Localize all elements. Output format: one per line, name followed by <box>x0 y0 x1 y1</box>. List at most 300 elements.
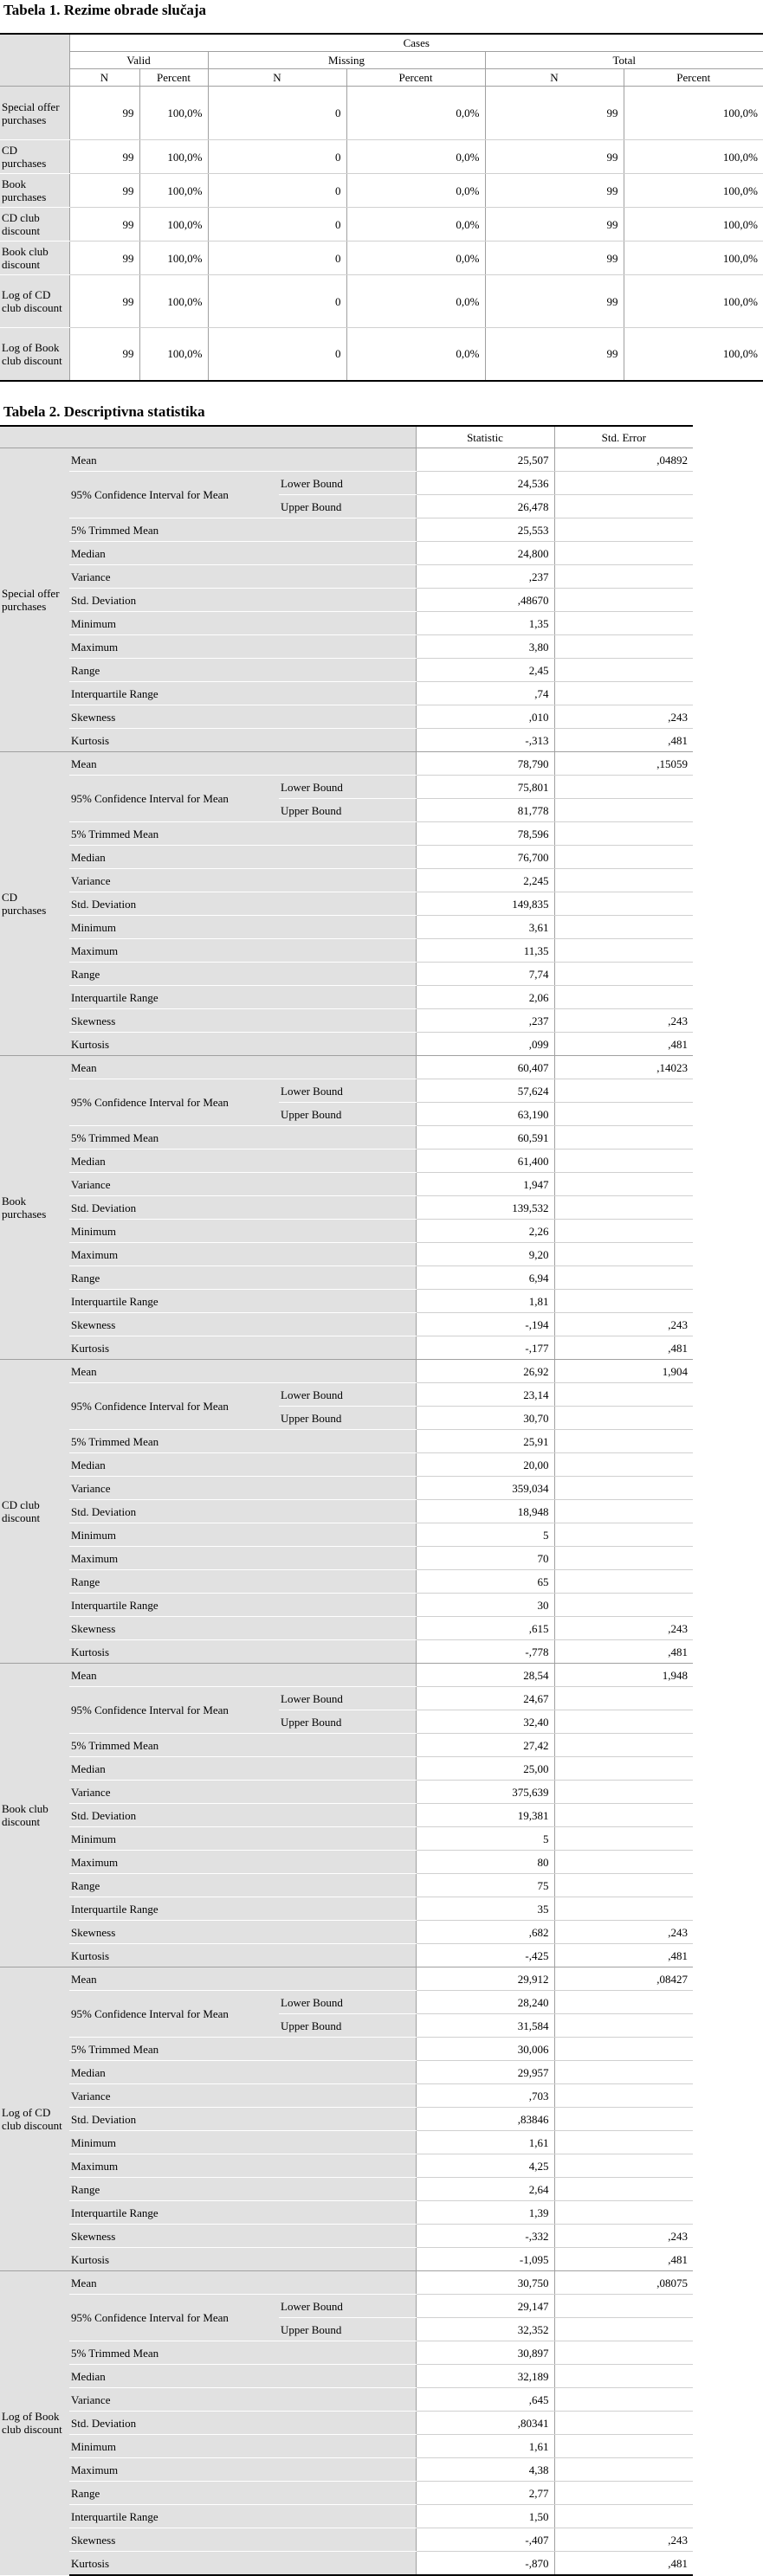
table-row <box>0 2038 693 2061</box>
std-error-cell <box>554 1687 693 1710</box>
std-error-cell <box>554 2038 693 2061</box>
statistic-cell: 19,381 <box>416 1804 554 1827</box>
stat-label: Interquartile Range <box>69 1897 416 1921</box>
stat-label: Interquartile Range <box>69 1594 416 1617</box>
std-error-cell <box>554 1126 693 1150</box>
std-error-cell <box>554 1757 693 1781</box>
statistic-cell: 28,54 <box>416 1664 554 1687</box>
table-row <box>0 2458 693 2482</box>
stat-label: Minimum <box>69 1523 416 1547</box>
table-row <box>0 2131 693 2154</box>
table-row <box>0 1617 693 1640</box>
std-error-cell <box>554 2295 693 2318</box>
table-row <box>0 589 693 612</box>
stat-label: Median <box>69 1757 416 1781</box>
data-cell: 0,0% <box>346 275 485 328</box>
statistic-cell: 31,584 <box>416 2014 554 2038</box>
statistic-cell: 70 <box>416 1547 554 1570</box>
std-error-cell: ,481 <box>554 2552 693 2576</box>
statistic-cell: -,407 <box>416 2528 554 2552</box>
statistic-cell: 65 <box>416 1570 554 1594</box>
std-error-cell <box>554 1196 693 1220</box>
stat-label: Skewness <box>69 2225 416 2248</box>
statistic-cell: 60,407 <box>416 1056 554 1079</box>
row-label: Special offer purchases <box>0 87 69 140</box>
data-cell: 0 <box>208 140 346 174</box>
std-error-cell <box>554 659 693 682</box>
statistic-cell: -,870 <box>416 2552 554 2576</box>
std-error-cell: ,481 <box>554 1336 693 1360</box>
std-error-cell <box>554 2505 693 2528</box>
stat-label: Variance <box>69 1781 416 1804</box>
std-error-cell <box>554 1500 693 1523</box>
table-row <box>0 1126 693 1150</box>
table-row <box>0 1360 693 1383</box>
stat-label: Upper Bound <box>279 1103 416 1126</box>
std-error-cell <box>554 1570 693 1594</box>
statistic-cell: 1,947 <box>416 1173 554 1196</box>
table-row <box>0 2201 693 2225</box>
statistic-cell: 81,778 <box>416 799 554 822</box>
statistic-cell: 375,639 <box>416 1781 554 1804</box>
table-row <box>0 1173 693 1196</box>
stat-label: Variance <box>69 565 416 589</box>
data-cell: 100,0% <box>139 328 208 381</box>
ci-label: 95% Confidence Interval for Mean <box>69 1991 279 2038</box>
table-row <box>0 846 693 869</box>
data-cell: 99 <box>485 87 624 140</box>
std-error-cell <box>554 1523 693 1547</box>
std-error-cell <box>554 2482 693 2505</box>
std-error-cell <box>554 986 693 1009</box>
data-cell: 0 <box>208 242 346 275</box>
data-cell: 99 <box>485 242 624 275</box>
table-row <box>0 2108 693 2131</box>
table1-title: Tabela 1. Rezime obrade slučaja <box>3 2 207 18</box>
std-error-cell <box>554 1594 693 1617</box>
std-error-cell <box>554 1477 693 1500</box>
stat-label: Range <box>69 1874 416 1897</box>
table-row <box>0 140 763 174</box>
table-row <box>0 1944 693 1967</box>
table-row <box>0 1336 693 1360</box>
table-row <box>0 986 693 1009</box>
std-error-cell: ,481 <box>554 2248 693 2271</box>
table-row <box>0 2061 693 2084</box>
stat-label: Lower Bound <box>279 1991 416 2014</box>
statistic-cell: 26,478 <box>416 495 554 518</box>
group-label: Log of CD club discount <box>0 1967 69 2271</box>
row-label: Book club discount <box>0 242 69 275</box>
table-row <box>0 328 763 381</box>
stat-label: Variance <box>69 1173 416 1196</box>
data-cell: 0,0% <box>346 174 485 208</box>
table-row <box>0 682 693 705</box>
header-corner <box>0 426 416 448</box>
stat-label: Upper Bound <box>279 799 416 822</box>
data-cell: 0,0% <box>346 87 485 140</box>
table-row <box>0 1734 693 1757</box>
col-header: N <box>208 69 346 87</box>
std-error-cell <box>554 1150 693 1173</box>
table-row <box>0 2412 693 2435</box>
stat-label: Lower Bound <box>279 1687 416 1710</box>
data-cell: 99 <box>485 208 624 242</box>
std-error-cell <box>554 1243 693 1266</box>
row-label: Book purchases <box>0 174 69 208</box>
stat-label: Minimum <box>69 2435 416 2458</box>
data-cell: 0,0% <box>346 328 485 381</box>
std-error-cell <box>554 589 693 612</box>
std-error-cell <box>554 776 693 799</box>
stat-label: Range <box>69 1570 416 1594</box>
data-cell: 0 <box>208 328 346 381</box>
statistic-cell: 24,67 <box>416 1687 554 1710</box>
table-row <box>0 1500 693 1523</box>
stat-label: Upper Bound <box>279 1710 416 1734</box>
stat-label: Lower Bound <box>279 472 416 495</box>
std-error-cell <box>554 2201 693 2225</box>
row-label: Log of Book club discount <box>0 328 69 381</box>
table-row <box>0 1967 693 1991</box>
data-cell: 99 <box>69 328 139 381</box>
data-cell: 100,0% <box>139 275 208 328</box>
std-error-cell <box>554 1781 693 1804</box>
statistic-cell: 30,897 <box>416 2341 554 2365</box>
statistic-cell: -,194 <box>416 1313 554 1336</box>
stat-label: Lower Bound <box>279 776 416 799</box>
std-error-cell <box>554 1991 693 2014</box>
stat-label: Range <box>69 1266 416 1290</box>
statistic-cell: 6,94 <box>416 1266 554 1290</box>
statistic-cell: 63,190 <box>416 1103 554 1126</box>
statistic-cell: -,332 <box>416 2225 554 2248</box>
data-cell: 100,0% <box>139 87 208 140</box>
table-row <box>0 1079 693 1103</box>
std-error-cell: ,481 <box>554 1033 693 1056</box>
table-row <box>0 1921 693 1944</box>
stat-label: Maximum <box>69 1243 416 1266</box>
std-error-cell <box>554 2178 693 2201</box>
std-error-cell <box>554 799 693 822</box>
statistic-cell: 25,91 <box>416 1430 554 1453</box>
table-row <box>0 916 693 939</box>
std-error-cell: ,243 <box>554 1313 693 1336</box>
std-error-cell <box>554 1851 693 1874</box>
statistic-cell: ,099 <box>416 1033 554 1056</box>
std-error-cell <box>554 682 693 705</box>
table-row <box>0 1757 693 1781</box>
std-error-cell <box>554 2412 693 2435</box>
std-error-cell: ,481 <box>554 1640 693 1664</box>
stat-label: Maximum <box>69 1851 416 1874</box>
table2-title: Tabela 2. Descriptivna statistika <box>3 403 205 420</box>
stat-label: Mean <box>69 1664 416 1687</box>
table-row <box>0 208 763 242</box>
missing-header: Missing <box>208 52 485 69</box>
std-error-cell: ,243 <box>554 2225 693 2248</box>
statistic-cell: -,177 <box>416 1336 554 1360</box>
std-error-cell: 1,904 <box>554 1360 693 1383</box>
table-row <box>0 1781 693 1804</box>
stat-label: Range <box>69 2482 416 2505</box>
stat-label: Kurtosis <box>69 1033 416 1056</box>
std-error-cell: ,243 <box>554 1921 693 1944</box>
stat-label: Std. Deviation <box>69 2412 416 2435</box>
row-label: CD purchases <box>0 140 69 174</box>
std-error-cell: ,15059 <box>554 752 693 776</box>
table-row <box>0 2435 693 2458</box>
data-cell: 100,0% <box>624 208 763 242</box>
data-cell: 100,0% <box>139 140 208 174</box>
statistic-cell: 2,245 <box>416 869 554 892</box>
table-row <box>0 1150 693 1173</box>
std-error-cell: ,481 <box>554 729 693 752</box>
statistic-cell: -,778 <box>416 1640 554 1664</box>
table-row <box>0 1056 693 1079</box>
statistic-cell: 30 <box>416 1594 554 1617</box>
statistic-cell: 61,400 <box>416 1150 554 1173</box>
statistic-cell: -,313 <box>416 729 554 752</box>
std-error-cell <box>554 2318 693 2341</box>
table-row <box>0 1640 693 1664</box>
std-error-cell <box>554 472 693 495</box>
table-row <box>0 518 693 542</box>
data-cell: 99 <box>69 174 139 208</box>
stat-label: Range <box>69 963 416 986</box>
std-error-cell: ,08427 <box>554 1967 693 1991</box>
stat-label: 5% Trimmed Mean <box>69 518 416 542</box>
statistic-cell: 9,20 <box>416 1243 554 1266</box>
table-row <box>0 1383 693 1407</box>
table-row <box>0 1570 693 1594</box>
table-row <box>0 612 693 635</box>
stat-label: Upper Bound <box>279 1407 416 1430</box>
std-error-cell <box>554 2084 693 2108</box>
statistic-cell: 29,912 <box>416 1967 554 1991</box>
std-error-cell <box>554 1897 693 1921</box>
stat-label: 5% Trimmed Mean <box>69 1126 416 1150</box>
statistic-cell: 29,957 <box>416 2061 554 2084</box>
statistic-cell: ,83846 <box>416 2108 554 2131</box>
std-error-cell <box>554 1430 693 1453</box>
table-row <box>0 1453 693 1477</box>
data-cell: 100,0% <box>139 208 208 242</box>
std-error-cell: ,08075 <box>554 2271 693 2295</box>
statistic-cell: 3,80 <box>416 635 554 659</box>
stat-label: Skewness <box>69 1313 416 1336</box>
std-error-cell <box>554 1804 693 1827</box>
table-row <box>0 1851 693 1874</box>
statistic-cell: ,237 <box>416 1009 554 1033</box>
stat-label: Mean <box>69 2271 416 2295</box>
table-row <box>0 2482 693 2505</box>
stat-label: Range <box>69 2178 416 2201</box>
data-cell: 100,0% <box>624 275 763 328</box>
statistic-cell: 20,00 <box>416 1453 554 1477</box>
table-row <box>0 963 693 986</box>
stat-label: Median <box>69 1150 416 1173</box>
table-row <box>0 2248 693 2271</box>
col-header: N <box>485 69 624 87</box>
cases-header: Cases <box>69 34 763 52</box>
data-cell: 0,0% <box>346 140 485 174</box>
statistic-cell: 75 <box>416 1874 554 1897</box>
statistic-cell: 1,50 <box>416 2505 554 2528</box>
stat-label: Interquartile Range <box>69 682 416 705</box>
data-cell: 99 <box>485 328 624 381</box>
stat-label: Minimum <box>69 916 416 939</box>
statistic-cell: 18,948 <box>416 1500 554 1523</box>
stat-label: Upper Bound <box>279 2014 416 2038</box>
statistic-cell: -,425 <box>416 1944 554 1967</box>
std-error-cell: ,14023 <box>554 1056 693 1079</box>
col-header: N <box>69 69 139 87</box>
col-header-statistic: Statistic <box>416 426 554 448</box>
std-error-cell <box>554 2108 693 2131</box>
std-error-cell: ,243 <box>554 1009 693 1033</box>
data-cell: 0,0% <box>346 208 485 242</box>
statistic-cell: 2,45 <box>416 659 554 682</box>
statistic-cell: 2,06 <box>416 986 554 1009</box>
statistic-cell: -1,095 <box>416 2248 554 2271</box>
statistic-cell: 30,006 <box>416 2038 554 2061</box>
statistic-cell: 78,790 <box>416 752 554 776</box>
table-row <box>0 1290 693 1313</box>
std-error-cell <box>554 1827 693 1851</box>
std-error-cell <box>554 1407 693 1430</box>
statistic-cell: 359,034 <box>416 1477 554 1500</box>
data-cell: 99 <box>69 242 139 275</box>
stat-label: Minimum <box>69 612 416 635</box>
ci-label: 95% Confidence Interval for Mean <box>69 776 279 822</box>
std-error-cell <box>554 1453 693 1477</box>
table-row <box>0 542 693 565</box>
statistic-cell: ,237 <box>416 565 554 589</box>
table-row <box>0 448 693 472</box>
table-row <box>0 659 693 682</box>
stat-label: Mean <box>69 1967 416 1991</box>
stat-label: Skewness <box>69 2528 416 2552</box>
statistic-cell: 57,624 <box>416 1079 554 1103</box>
statistic-cell: 24,536 <box>416 472 554 495</box>
std-error-cell <box>554 2154 693 2178</box>
statistic-cell: 2,64 <box>416 2178 554 2201</box>
table-row <box>0 635 693 659</box>
data-cell: 99 <box>69 208 139 242</box>
std-error-cell <box>554 869 693 892</box>
statistic-cell: 29,147 <box>416 2295 554 2318</box>
statistic-cell: 1,61 <box>416 2131 554 2154</box>
statistic-cell: 32,40 <box>416 1710 554 1734</box>
statistic-cell: 26,92 <box>416 1360 554 1383</box>
data-cell: 99 <box>485 140 624 174</box>
std-error-cell <box>554 565 693 589</box>
header-corner <box>0 34 69 87</box>
table-row <box>0 1897 693 1921</box>
data-cell: 99 <box>69 275 139 328</box>
col-header-std-error: Std. Error <box>554 426 693 448</box>
statistic-cell: 1,39 <box>416 2201 554 2225</box>
stat-label: Median <box>69 542 416 565</box>
statistic-cell: 30,70 <box>416 1407 554 1430</box>
stat-label: Variance <box>69 1477 416 1500</box>
std-error-cell <box>554 2365 693 2388</box>
stat-label: Skewness <box>69 1009 416 1033</box>
std-error-cell <box>554 822 693 846</box>
std-error-cell <box>554 612 693 635</box>
table-row <box>0 752 693 776</box>
table-row <box>0 1594 693 1617</box>
stat-label: 5% Trimmed Mean <box>69 2341 416 2365</box>
std-error-cell <box>554 939 693 963</box>
stat-label: Maximum <box>69 2154 416 2178</box>
table-row <box>0 2225 693 2248</box>
std-error-cell <box>554 963 693 986</box>
statistic-cell: 1,81 <box>416 1290 554 1313</box>
stat-label: Median <box>69 2061 416 2084</box>
stat-label: Variance <box>69 869 416 892</box>
stat-label: Skewness <box>69 705 416 729</box>
statistic-cell: 25,00 <box>416 1757 554 1781</box>
table-row <box>0 1033 693 1056</box>
statistic-cell: 24,800 <box>416 542 554 565</box>
table-row <box>0 1827 693 1851</box>
data-cell: 99 <box>485 275 624 328</box>
stat-label: Lower Bound <box>279 1383 416 1407</box>
std-error-cell: ,243 <box>554 705 693 729</box>
group-label: Book purchases <box>0 1056 69 1360</box>
table-row <box>0 776 693 799</box>
stat-label: 5% Trimmed Mean <box>69 2038 416 2061</box>
stat-label: Median <box>69 2365 416 2388</box>
table-row <box>0 1196 693 1220</box>
stat-label: Interquartile Range <box>69 1290 416 1313</box>
descriptive-statistics-table <box>0 425 693 2576</box>
data-cell: 100,0% <box>624 140 763 174</box>
statistic-cell: ,615 <box>416 1617 554 1640</box>
data-cell: 100,0% <box>139 242 208 275</box>
table-row <box>0 275 763 328</box>
statistic-cell: 75,801 <box>416 776 554 799</box>
table-row <box>0 939 693 963</box>
statistic-cell: 30,750 <box>416 2271 554 2295</box>
table-row <box>0 2084 693 2108</box>
std-error-cell <box>554 1383 693 1407</box>
statistic-cell: 139,532 <box>416 1196 554 1220</box>
table-row <box>0 729 693 752</box>
table-row <box>0 1523 693 1547</box>
table-row <box>0 1804 693 1827</box>
data-cell: 0 <box>208 275 346 328</box>
statistic-cell: 28,240 <box>416 1991 554 2014</box>
std-error-cell: ,243 <box>554 2528 693 2552</box>
ci-label: 95% Confidence Interval for Mean <box>69 1079 279 1126</box>
table-row <box>0 1313 693 1336</box>
table-row <box>0 2365 693 2388</box>
stat-label: Kurtosis <box>69 1944 416 1967</box>
statistic-cell: 5 <box>416 1523 554 1547</box>
std-error-cell <box>554 1710 693 1734</box>
stat-label: Upper Bound <box>279 495 416 518</box>
stat-label: Skewness <box>69 1921 416 1944</box>
stat-label: Maximum <box>69 1547 416 1570</box>
table-row <box>0 1220 693 1243</box>
stat-label: Kurtosis <box>69 2248 416 2271</box>
statistic-cell: 2,77 <box>416 2482 554 2505</box>
statistic-cell: 32,189 <box>416 2365 554 2388</box>
stat-label: Mean <box>69 448 416 472</box>
